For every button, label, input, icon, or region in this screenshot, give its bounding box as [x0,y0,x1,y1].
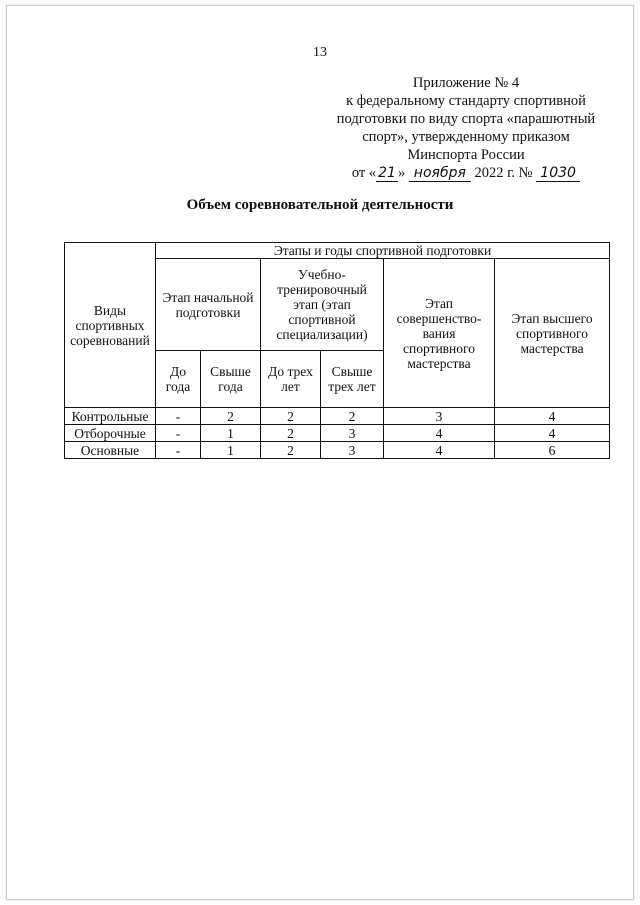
table-cell: 3 [321,425,384,442]
sub-header-up-to-year: До года [156,351,201,408]
table-cell: 3 [384,408,495,425]
table-cell: 2 [321,408,384,425]
table-cell: 1 [201,442,261,459]
row-label: Контрольные [65,408,156,425]
sub-header-up-to-three: До трех лет [261,351,321,408]
stage-header-improvement: Этап совершенство-вания спортивного мастерства [384,259,495,408]
date-mid: » [397,165,406,181]
handwritten-number: 1030 [536,165,580,182]
table-cell: 2 [261,408,321,425]
table-row [65,442,610,459]
annex-line-3: спорт», утвержденному приказом [362,129,570,145]
table-cell: 4 [495,408,610,425]
stage-header-higher: Этап высшего спортивного мастерства [495,259,610,408]
table-cell: 1 [201,425,261,442]
table-cell: 2 [261,425,321,442]
table-cell: 2 [261,442,321,459]
year-text: 2022 г. № [474,165,533,181]
competition-volume-table [64,242,610,459]
table-cell: - [156,425,201,442]
handwritten-day: 21 [378,165,396,181]
sub-header-over-year: Свыше года [201,351,261,408]
group-header-cell: Этапы и годы спортивной подготовки [156,243,610,259]
handwritten-month: ноября [409,165,471,182]
table-cell: 4 [384,425,495,442]
stage-header-initial: Этап начальной подготовки [156,259,261,351]
annex-block [326,74,606,182]
table-cell: - [156,442,201,459]
table-row [65,408,610,425]
document-title: Объем соревновательной деятельности [186,197,454,213]
row-header-cell: Виды спортивных соревнований [65,243,156,408]
annex-title: Приложение № 4 [412,75,520,91]
annex-line-2: подготовки по виду спорта «парашютный [336,111,596,127]
sub-header-over-three: Свыше трех лет [321,351,384,408]
annex-line-4: Минспорта России [407,147,525,163]
table-cell: 2 [201,408,261,425]
table-cell: 4 [384,442,495,459]
table-cell: 3 [321,442,384,459]
annex-line-1: к федеральному стандарту спортивной [346,93,586,109]
row-label: Отборочные [65,425,156,442]
table-row [65,425,610,442]
stage-header-training: Учебно-тренировочный этап (этап спортивной специализации) [261,259,384,351]
table-cell: - [156,408,201,425]
table-cell: 6 [495,442,610,459]
page-number: 13 [313,45,327,60]
date-prefix: от « [351,165,377,181]
annex-date-line [326,164,606,182]
table-cell: 4 [495,425,610,442]
row-label: Основные [65,442,156,459]
